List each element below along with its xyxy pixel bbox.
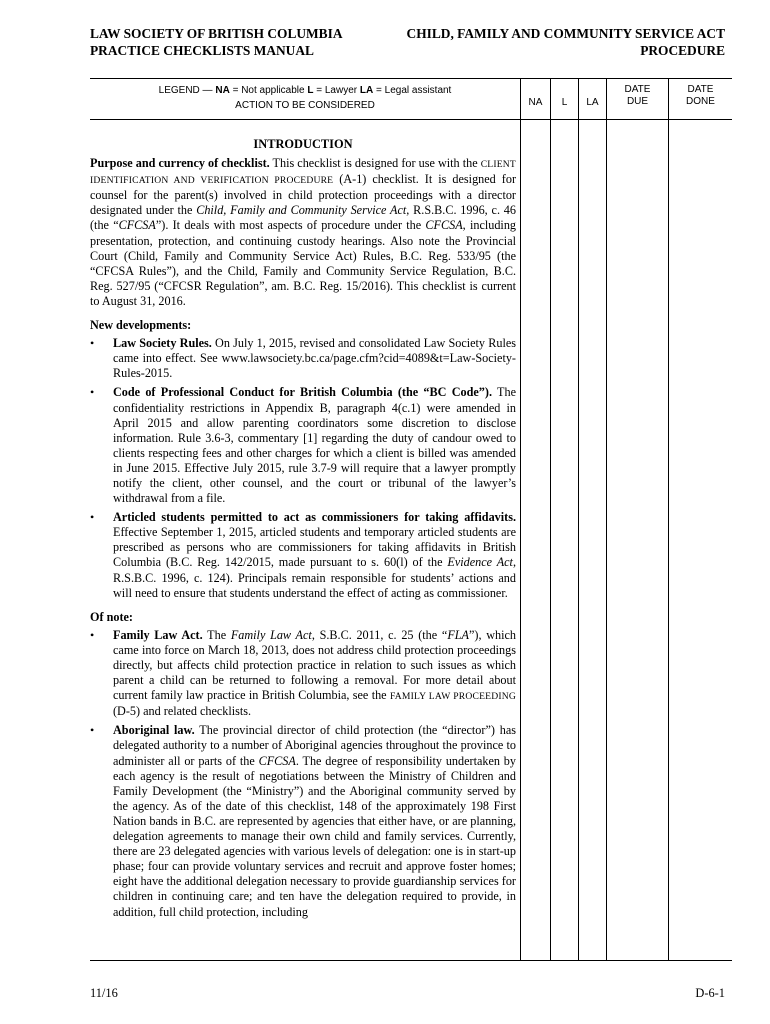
section-title: INTRODUCTION bbox=[253, 137, 353, 151]
table-header-rule bbox=[90, 119, 732, 120]
table-bottom-rule bbox=[90, 960, 732, 961]
column-divider bbox=[668, 78, 669, 960]
table-top-rule bbox=[90, 78, 732, 79]
new-developments-list bbox=[90, 336, 516, 601]
column-header-la: LA bbox=[586, 97, 599, 108]
column-header-date-done: DATE DONE bbox=[686, 84, 715, 107]
purpose-paragraph: Purpose and currency of checklist. This checklist is designed for use with the CLIENT IDENTIFICATION AND VERIFICATION PROCEDURE (A-1) checklist. It is designed for counsel for the parent(s) involved in child protection proceedings with a director designated under the Child, Family and Community Service Act, R.S.B.C. 1996, c. 46 (the “CFCSA”). It deals with most aspects of procedure under the CFCSA, including presentation, protection, and continuing custody hearings. Also note the Provincial Court (Child, Family and Community Service Act) Rules, B.C. Reg. 533/95 (the “CFCSA Rules”), and the Child, Family and Community Service Regulation, B.C. Reg. 527/95 (“CFCSR Regulation”, am. B.C. Reg. 15/2016). This checklist is current to August 31, 2016. bbox=[90, 156, 517, 308]
header-procedure: PROCEDURE bbox=[640, 43, 725, 58]
list-item: • Law Society Rules. On July 1, 2015, revised and consolidated Law Society Rules came into effect. See www.lawsociety.bc.ca/page.cfm?cid=4089&t=Law-Society-Rules-2015. bbox=[90, 336, 516, 381]
list-item: • Aboriginal law. The provincial director of child protection (the “director”) has delegated authority to a number of Aboriginal agencies throughout the province to administer all or parts of the CFCSA. The degree of responsibility undertaken by each agency is the result of negotiations between the Ministry of Children and Family Development (the “Ministry”) and the Aboriginal community served by the agency. As of the date of this checklist, 148 of the approximately 198 First Nation bands in B.C. are represented by agencies that either have, or are planning, delegation agreements to manage their own child and family services. Currently, there are 23 delegated agencies with various levels of delegation: one is in start-up phase; four can provide voluntary services and recruit and approve foster homes; eight have the additional delegation necessary to provide guardianship services for children in continuing care; and ten have the delegation required to provide, in addition, full child protection, including bbox=[90, 723, 516, 919]
action-heading: ACTION TO BE CONSIDERED bbox=[235, 100, 375, 111]
header-left bbox=[90, 25, 343, 59]
of-note-list bbox=[90, 628, 516, 920]
column-divider bbox=[520, 78, 521, 960]
column-header-l: L bbox=[561, 97, 568, 108]
column-divider bbox=[606, 78, 607, 960]
new-developments-heading: New developments: bbox=[90, 318, 192, 333]
header-org: LAW SOCIETY OF BRITISH COLUMBIA bbox=[90, 26, 343, 41]
footer-date: 11/16 bbox=[90, 986, 118, 1000]
list-item: • Articled students permitted to act as commissioners for taking affidavits. Effective September 1, 2015, articled students and temporary articled students are prescribed as persons who are commissioners for taking affidavits in British Columbia (B.C. Reg. 142/2015, made pursuant to s. 60(l) of the Evidence Act, R.S.B.C. 1996, c. 124). Principals remain responsible for students’ actions and will need to ensure that students understand the effect of acting as commissioner. bbox=[90, 510, 516, 601]
of-note-heading: Of note: bbox=[90, 609, 133, 624]
checklist-content bbox=[90, 137, 516, 924]
list-item: • Family Law Act. The Family Law Act, S.B.C. 2011, c. 25 (the “FLA”), which came into force on March 18, 2013, does not address child protection proceedings directly, but affects child protection practice in relation to such issues as which parent a child can be returned to following a removal. For more detail about current family law practice in British Columbia, see the FAMILY LAW PROCEEDING (D-5) and related checklists. bbox=[90, 628, 516, 720]
header-right bbox=[407, 25, 725, 59]
column-header-date-due: DATE DUE bbox=[624, 84, 651, 107]
column-divider bbox=[578, 78, 579, 960]
list-item: • Code of Professional Conduct for British Columbia (the “BC Code”). The confidentiality restrictions in Appendix B, paragraph 4(c.1) were amended in April 2015 and allow parenting coordinators some discretion to disclose information. Rule 3.6-3, commentary [1] regarding the duty of candour owed to clients respecting fees and other charges for which a client is billed was amended in June 2015. Effective July 2015, rule 3.7-9 will require that a lawyer promptly notify the client, other counsel, and the court or tribunal of the lawyer’s withdrawal from a file. bbox=[90, 385, 516, 506]
column-divider bbox=[550, 78, 551, 960]
header-act: CHILD, FAMILY AND COMMUNITY SERVICE ACT bbox=[406, 26, 725, 41]
footer-page-number: D-6-1 bbox=[695, 986, 725, 1000]
legend: LEGEND — NA = Not applicable L = Lawyer LA = Legal assistant bbox=[158, 85, 452, 96]
header-manual: PRACTICE CHECKLISTS MANUAL bbox=[90, 43, 314, 58]
column-header-na: NA bbox=[528, 97, 543, 108]
